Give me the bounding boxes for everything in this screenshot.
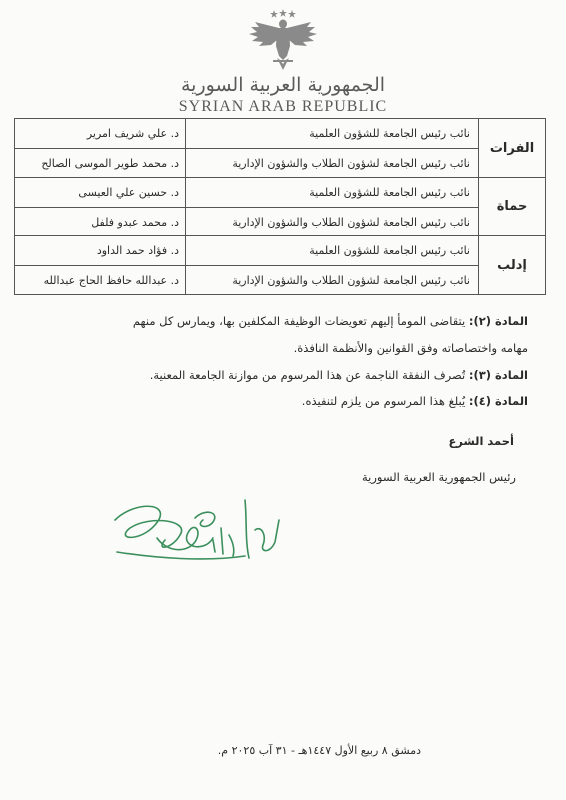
handwritten-signature <box>95 480 305 575</box>
article-3 <box>58 368 528 382</box>
article-3-label: المادة (٣): <box>468 368 528 382</box>
table-row <box>15 119 478 148</box>
name-cell: د. عبدالله حافظ الحاج عبدالله <box>43 273 179 287</box>
article-3-text: تُصرف النفقة الناجمة عن هذا المرسوم من موازنة الجامعة المعنية. <box>149 368 466 382</box>
issue-date: دمشق ٨ ربيع الأول ١٤٤٧هـ - ٣١ آب ٢٠٢٥ م. <box>217 744 421 757</box>
name-cell: د. محمد عبدو فلفل <box>91 215 179 229</box>
signer-title: رئيس الجمهورية العربية السورية <box>361 470 516 484</box>
university-cell: حماة <box>478 178 545 235</box>
table-row <box>15 236 478 265</box>
table-group <box>15 177 545 235</box>
article-4-label: المادة (٤): <box>468 394 528 408</box>
position-cell: نائب رئيس الجامعة للشؤون العلمية <box>185 236 478 265</box>
university-cell: إدلب <box>478 236 545 294</box>
name-cell: د. محمد طوير الموسى الصالح <box>41 156 179 170</box>
article-2-label: المادة (٢): <box>468 314 528 328</box>
table-row <box>15 148 478 177</box>
country-title-arabic: الجمهورية العربية السورية <box>180 74 386 96</box>
article-2 <box>58 314 528 328</box>
article-2-text: يتقاضى المومأ إليهم تعويضات الوظيفة المكلفين بها، ويمارس كل منهم <box>132 314 466 328</box>
table-group <box>15 235 545 294</box>
table-row <box>15 207 478 236</box>
position-cell: نائب رئيس الجامعة لشؤون الطلاب والشؤون الإدارية <box>185 208 478 236</box>
position-cell: نائب رئيس الجامعة لشؤون الطلاب والشؤون الإدارية <box>185 149 478 177</box>
position-cell: نائب رئيس الجامعة للشؤون العلمية <box>185 178 478 207</box>
eagle-emblem-icon <box>243 8 323 72</box>
signer-name: أحمد الشرع <box>448 434 514 448</box>
name-cell: د. حسين علي العيسى <box>78 186 179 199</box>
country-title-english: SYRIAN ARAB REPUBLIC <box>178 98 388 115</box>
table-row <box>15 265 478 294</box>
article-4-text: يُبلغ هذا المرسوم من يلزم لتنفيذه. <box>301 394 466 408</box>
name-cell: د. فؤاد حمد الداود <box>96 244 179 257</box>
name-cell: د. علي شريف امرير <box>86 127 179 140</box>
article-2-continuation: مهامه واختصاصاته وفق القوانين والأنظمة النافذة. <box>293 341 528 355</box>
table-group <box>15 119 545 177</box>
article-4 <box>58 394 528 408</box>
position-cell: نائب رئيس الجامعة لشؤون الطلاب والشؤون الإدارية <box>185 266 478 294</box>
appointments-table <box>14 118 546 295</box>
university-cell: الفرات <box>478 119 545 177</box>
position-cell: نائب رئيس الجامعة للشؤون العلمية <box>185 119 478 148</box>
table-row <box>15 178 478 207</box>
